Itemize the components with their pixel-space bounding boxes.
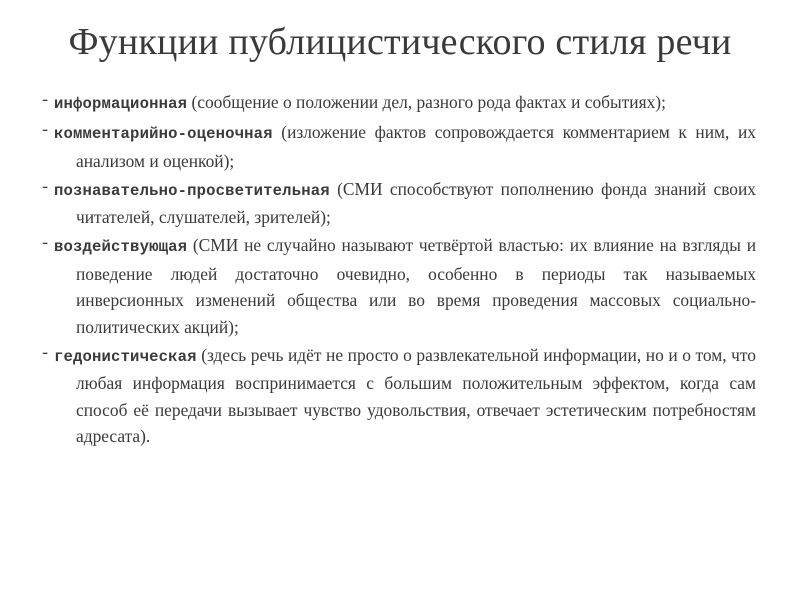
list-item-influencing <box>40 232 756 340</box>
list-item-commentary <box>40 119 756 174</box>
list-item-content <box>54 179 756 228</box>
term-commentary: комментарийно-оценочная <box>54 125 273 143</box>
list-item-educational <box>40 176 756 231</box>
list-bullet: - <box>40 178 51 198</box>
list-item-content <box>54 122 756 171</box>
term-hedonistic: гедонистическая <box>54 347 197 366</box>
description-educational: (СМИ способствуют пополнению фонда знаний своих читателей, слушателей, зрителей); <box>76 178 756 227</box>
description-influencing: (СМИ не случайно называют четвёртой властью: их влияние на взгляды и поведение людей достаточно очевидно, особенно в периоды так называемых инверсионных изменений общества или во время проведения массовых социально-политических акций); <box>76 235 756 337</box>
list-bullet: - <box>40 122 51 141</box>
list-bullet: - <box>40 92 51 111</box>
term-influencing: воздействующая <box>54 238 188 256</box>
term-educational: познавательно-просветительная <box>54 181 330 200</box>
functions-list <box>40 89 756 451</box>
slide-title: Функции публицистического стиля речи <box>68 21 732 63</box>
description-informational: (сообщение о положении дел, разного рода фактах и событиях); <box>187 92 666 112</box>
list-item-content <box>54 235 756 337</box>
list-item-content <box>54 345 756 447</box>
term-informational: информационная <box>54 95 188 113</box>
list-bullet: - <box>40 235 51 254</box>
list-item-hedonistic <box>40 342 756 450</box>
list-item-content <box>54 92 666 112</box>
description-commentary: (изложение фактов сопровождается комментарием к ним, их анализом и оценкой); <box>76 122 756 171</box>
list-bullet: - <box>40 344 51 364</box>
list-item-informational <box>40 89 756 118</box>
description-hedonistic: (здесь речь идёт не просто о развлекательной информации, но и о том, что любая информация воспринимается с большим положительным эффектом, когда сам способ её передачи вызывает чувство удовольствия, отвечает эстетическим потребностям адресата). <box>76 344 756 446</box>
